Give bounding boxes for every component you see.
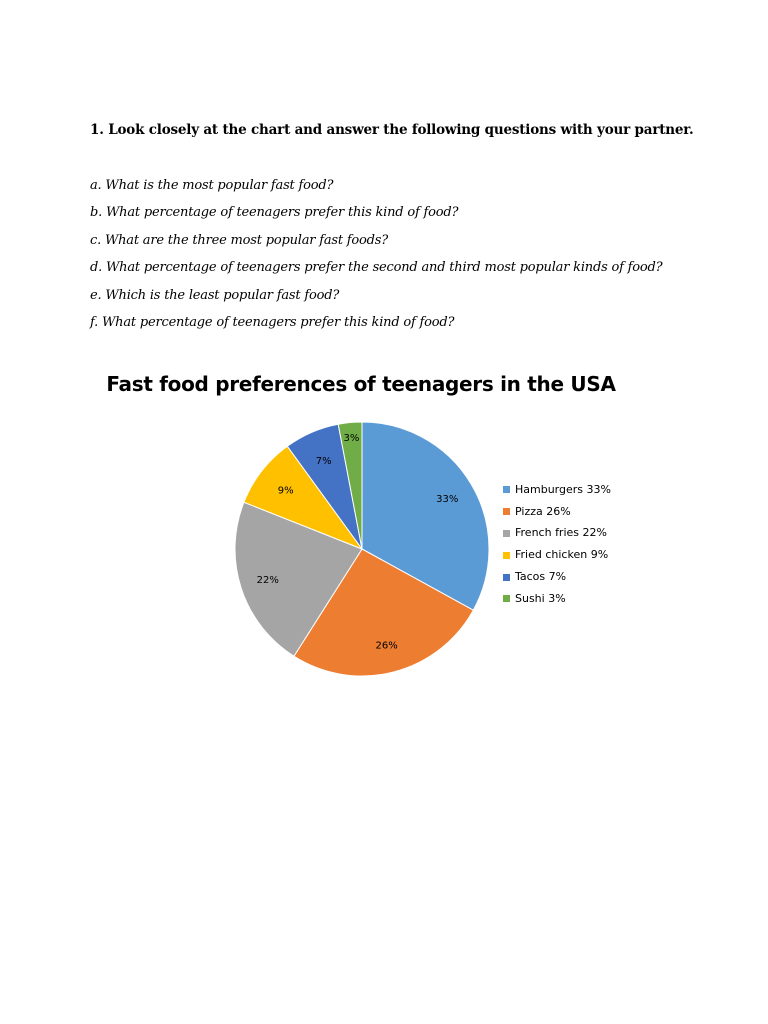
chart-legend <box>503 479 611 610</box>
question-c: c. What are the three most popular fast foods? <box>90 232 389 248</box>
legend-swatch-french-fries <box>503 530 510 537</box>
legend-swatch-tacos <box>503 574 510 581</box>
data-label-tacos: 7% <box>315 455 332 467</box>
legend-label-fried-chicken: Fried chicken 9% <box>515 548 609 562</box>
legend-label-hamburgers: Hamburgers 33% <box>515 482 611 496</box>
legend-swatch-hamburgers <box>503 486 510 493</box>
legend-item-tacos <box>503 566 611 588</box>
legend-item-pizza <box>503 501 611 523</box>
question-d: d. What percentage of teenagers prefer the second and third most popular kinds of food? <box>90 260 663 276</box>
data-label-sushi: 3% <box>343 433 360 445</box>
legend-item-french-fries <box>503 523 611 545</box>
legend-item-hamburgers <box>503 479 611 501</box>
data-label-french-fries: 22% <box>256 575 279 587</box>
legend-item-sushi <box>503 588 611 610</box>
legend-label-sushi: Sushi 3% <box>515 591 566 605</box>
legend-label-french-fries: French fries 22% <box>515 526 607 540</box>
legend-swatch-sushi <box>503 595 510 602</box>
legend-swatch-fried-chicken <box>503 552 510 559</box>
data-label-fried-chicken: 9% <box>277 485 294 497</box>
chart-title: Fast food preferences of teenagers in the USA <box>106 372 616 396</box>
legend-label-tacos: Tacos 7% <box>515 570 567 584</box>
question-b: b. What percentage of teenagers prefer this kind of food? <box>90 205 459 221</box>
question-f: f. What percentage of teenagers prefer this kind of food? <box>90 314 455 330</box>
exercise-heading: 1. Look closely at the chart and answer the following questions with your partner. <box>90 122 694 138</box>
legend-swatch-pizza <box>503 508 510 515</box>
question-e: e. Which is the least popular fast food? <box>90 287 340 303</box>
legend-label-pizza: Pizza 26% <box>515 504 571 518</box>
data-label-pizza: 26% <box>375 640 398 652</box>
legend-item-fried-chicken <box>503 544 611 566</box>
data-label-hamburgers: 33% <box>436 494 459 506</box>
question-a: a. What is the most popular fast food? <box>90 178 334 193</box>
